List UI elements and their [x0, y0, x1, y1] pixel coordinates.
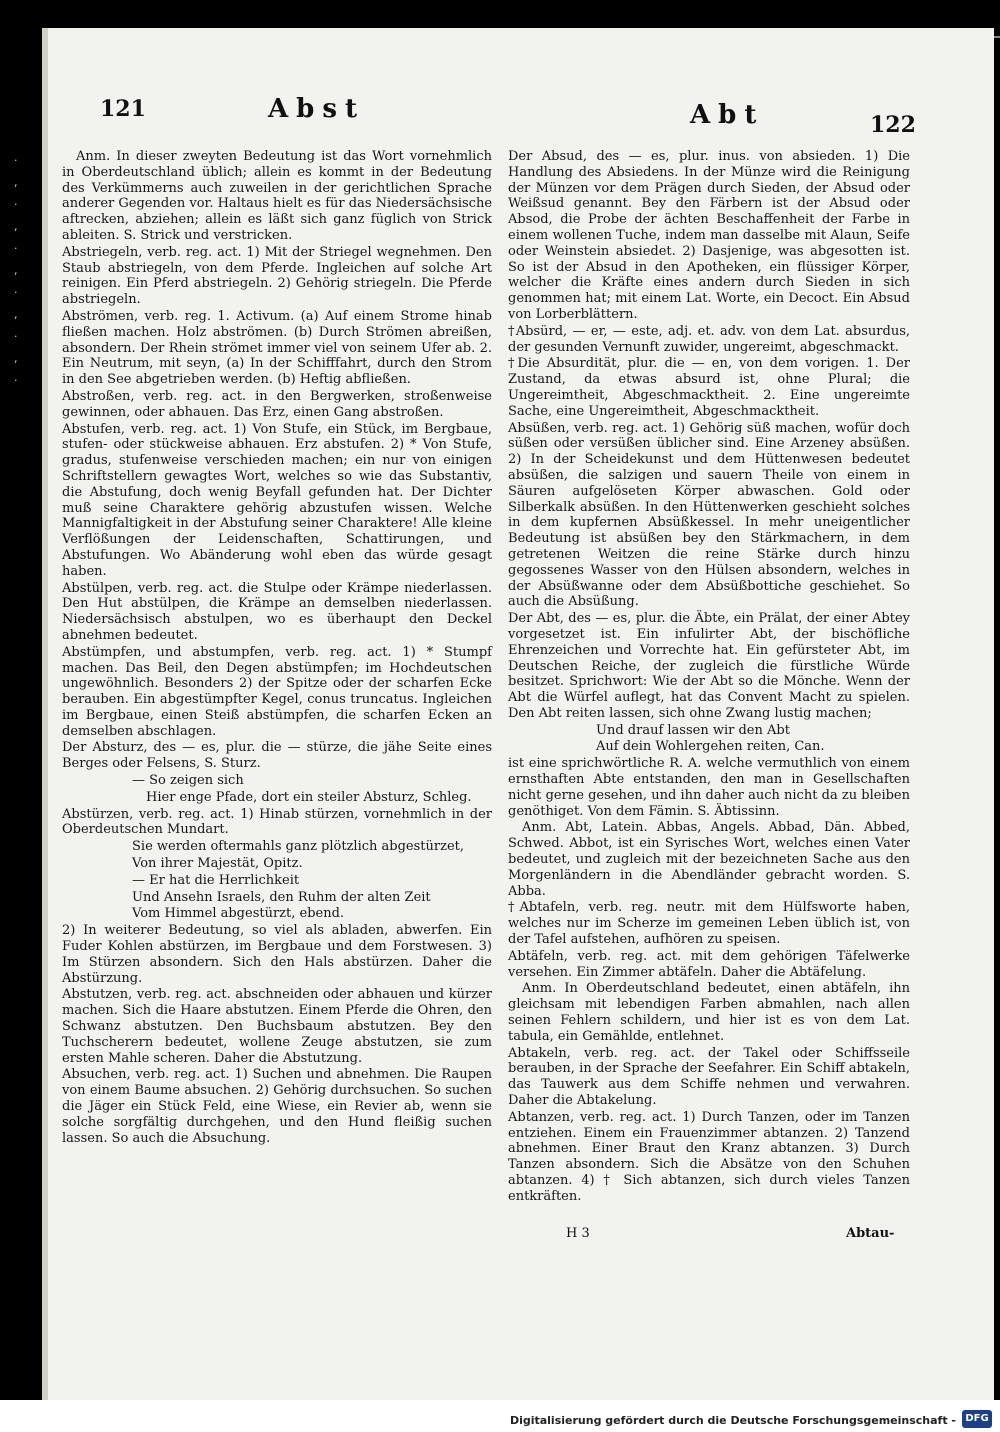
left-column — [62, 149, 492, 1147]
verse-line: Vom Himmel abgestürzt, ebend. — [132, 906, 345, 922]
entry-absturz: Der Absturz, des — es, plur. die — stürze, die jähe Seite eines Berges oder Felsens, S. Sturz. — [62, 740, 492, 772]
entry-abstriegeln: Abstriegeln, verb. reg. act. 1) Mit der Striegel wegnehmen. Den Staub abstriegeln, von dem Pferde. Ingleichen auf solche Art reinigen. Ein Pferd abstriegeln. 2) Gehörig striegeln. Die Pferde abstriegeln. — [62, 244, 492, 308]
entry-absuerd: †Absürd, — er, — este, adj. et. adv. von dem Lat. absurdus, der gesunden Vernunft zuwider, ungereimt, abgeschmackt. — [508, 323, 910, 355]
verse-line: Auf dein Wohlergehen reiten, Can. — [596, 739, 825, 755]
margin-marks: · , · , · , · , · , · — [14, 154, 18, 387]
verse-line: — So zeigen sich — [132, 773, 244, 789]
entry-abstroemen: Abströmen, verb. reg. 1. Activum. (a) Auf einem Strome hinab fließen machen. Holz abströmen. (b) Durch Strömen abreißen, absondern. Der Rhein strömet immer viel von seinem Ufer ab. 2. Ein Neutrum, mit seyn, (a) In der Schifffahrt, durch den Strom in den See abgetrieben werden. (b) Heftig abfließen. — [62, 308, 492, 388]
verse-line: Hier enge Pfade, dort ein steiler Absturz, Schleg. — [146, 789, 472, 805]
entry-note: Anm. In dieser zweyten Bedeutung ist das Wort vornehmlich in Oberdeutschland üblich; allein es kommt in der Bedeutung des Verkümmerns auch zuweilen in der gerichtlichen Sprache anderer Gegenden vor. Haltaus hielt es für das Niedersächsische aftrecken, abziehen; allein es läßt sich ganz füglich von Strick ableiten. S. Strick und verstricken. — [62, 149, 493, 243]
verse-line: Von ihrer Majestät, Opitz. — [132, 856, 303, 872]
entry-abt: Der Abt, des — es, plur. die Äbte, ein Prälat, der einer Abtey vorgesetzet ist. Ein infulirter Abt, der bischöfliche Ehrenzeichen und Vorrechte hat. Ein gefürsteter Abt, im Deutschen Reiche, der zugleich die fürstliche Würde besitzet. Sprichwort: Wie der Abt so die Mönche. Wenn der Abt die Würfel auflegt, hat das Convent Macht zu spielen. Den Abt reiten lassen, sich ohne Zwang lustig machen; — [508, 611, 910, 721]
page-number-left: 121 — [100, 96, 146, 122]
entry-abstuelpen: Abstülpen, verb. reg. act. die Stulpe oder Krämpe niederlassen. Den Hut abstülpen, die Krämpe an demselben niederlassen. Niedersächsisch abstulpen, wo es überhaupt den Deckel abnehmen bedeutet. — [62, 580, 492, 643]
entry-abt-note: Anm. Abt, Latein. Abbas, Angels. Abbad, Dän. Abbed, Schwed. Abbot, ist ein Syrisches Wort, welches einen Vater bedeutet, und zugleich mit der bezeichneten Sache aus den Morgenländern in die Abendländer gebracht worden. S. Abba. — [508, 820, 910, 899]
entry-absurditaet: †Die Absurdität, plur. die — en, von dem vorigen. 1. Der Zustand, da etwas absurd ist, ohne Plural; die Ungereimtheit, Abgeschmacktheit. 2. Eine ungereimte Sache, eine Ungereimtheit, Abgeschmacktheit. — [508, 356, 910, 419]
entry-abstuerzen: Abstürzen, verb. reg. act. 1) Hinab stürzen, vornehmlich in der Oberdeutschen Mundart. — [62, 806, 492, 838]
verse-line: — Er hat die Herrlichkeit — [132, 872, 300, 888]
right-column — [508, 149, 910, 1206]
entry-abstufen: Abstufen, verb. reg. act. 1) Von Stufe, ein Stück, im Bergbaue, stufen- oder stückweise abhauen. Erz abstufen. 2) * Von Stufe, gradus, stufenweise verschieden machen; ein nur von einigen Schriftstellern gewagtes Wort, welches so wie das Substantiv, die Abstufung, doch wenig Beyfall gefunden hat. Der Dichter muß seine Charaktere gehörig abzustufen wissen. Welche Mannigfaltigkeit in der Abstufung seiner Charaktere! Alle kleine Verflößungen der Leidenschaften, Schattirungen, und Abstufungen. Wo Abänderung wohl eben das würde gesagt haben. — [62, 421, 492, 579]
running-head-right: Abt — [690, 100, 765, 130]
signature-mark: H 3 — [566, 1226, 590, 1241]
entry-absud: Der Absud, des — es, plur. inus. von absieden. 1) Die Handlung des Absiedens. In der Münze wird die Reinigung der Münzen vor dem Prägen durch Sieden, der Absud oder Weißsud genannt. Bey den Färbern ist der Absud oder Absod, die Probe der ächten Beschaffenheit der Farbe in einem wollenen Tuche, indem man dasselbe mit Alaun, Seife oder Weinstein absiedet. 2) Dasjenige, was abgesotten ist. So ist der Absud in den Apotheken, ein flüssiger Körper, welcher die Kräfte eines andern durch Sieden in sich genommen hat; mit einem Lat. Worte, ein Decoct. Ein Absud von Lorberblättern. — [508, 149, 910, 322]
page-binding-edge — [42, 28, 48, 1400]
credit-text: Digitalisierung gefördert durch die Deutsche Forschungsgemeinschaft - — [509, 1414, 956, 1427]
dfg-logo: DFG — [962, 1410, 992, 1428]
entry-absuessen: Absüßen, verb. reg. act. 1) Gehörig süß machen, wofür doch süßen oder versüßen üblicher sind. Eine Arzeney absüßen. 2) In der Scheidekunst und dem Hüttenwesen bedeutet absüßen, die salzigen und sauern Theile von einem in Säuren aufgelöseten Körper abwaschen. Gold oder Silberkalk absüßen. In den Hüttenwerken geschieht solches in dem kupfernen Absüßkessel. In mehr uneigentlicher Bedeutung ist absüßen bey den Stärkmachern, in dem getretenen Weitzen die reine Stärke durch hinzu gegossenes Wasser von den Hülsen absondern, welches in der Absüßwanne oder dem Absüßbottiche geschiehet. So auch die Absüßung. — [508, 420, 910, 610]
entry-absuchen: Absuchen, verb. reg. act. 1) Suchen und abnehmen. Die Raupen von einem Baume absuchen. 2) Gehörig durchsuchen. So suchen die Jäger ein Stück Feld, eine Wiese, ein Revier ab, wenn sie solche sorgfältig durchgehen, und den Hund fleißig suchen lassen. So auch die Absuchung. — [62, 1067, 492, 1146]
entry-abstutzen: Abstutzen, verb. reg. act. abschneiden oder abhauen und kürzer machen. Sich die Haare abstutzen. Einem Pferde die Ohren, den Schwanz abstutzen. Den Buchsbaum abstutzen. Bey den Tuchscherern bedeutet, wollene Zeuge abstutzen, sie zum ersten Mahle scheren. Daher die Abstutzung. — [62, 987, 492, 1066]
entry-abtakeln: Abtakeln, verb. reg. act. der Takel oder Schiffsseile berauben, in der Sprache der Seefahrer. Ein Schiff abtakeln, das Tauwerk aus dem Schiffe nehmen und verwahren. Daher die Abtakelung. — [508, 1045, 910, 1109]
entry-abstuempfen: Abstümpfen, und abstumpfen, verb. reg. act. 1) * Stumpf machen. Das Beil, den Degen abstümpfen; im Hochdeutschen ungewöhnlich. Besonders 2) der Spitze oder der scharfen Ecke berauben. Ein abgestümpfter Kegel, conus truncatus. Ingleichen im Bergbaue, einen Steiß abstümpfen, die scharfen Ecken an demselben abschlagen. — [62, 644, 492, 739]
entry-abtaefeln: Abtäfeln, verb. reg. act. mit dem gehörigen Täfelwerke versehen. Ein Zimmer abtäfeln. Daher die Abtäfelung. — [508, 948, 910, 980]
entry-abtafeln: †Abtafeln, verb. reg. neutr. mit dem Hülfsworte haben, welches nur im Scherze im gemeinen Leben üblich ist, von der Tafel aufstehen, aufhören zu speisen. — [508, 900, 910, 948]
verse-line: Und drauf lassen wir den Abt — [596, 722, 790, 738]
entry-abstrossen: Abstroßen, verb. reg. act. in den Bergwerken, stroßenweise gewinnen, oder abhauen. Das Erz, einen Gang abstroßen. — [62, 388, 492, 420]
running-head-left: Abst — [268, 94, 365, 124]
entry-abt-cont: ist eine sprichwörtliche R. A. welche vermuthlich von einem ernsthaften Abte entstanden, den man in Gesellschaften nicht gerne gesehen, und ihn daher auch nicht da zu bleiben genöthiget. Von dem Fämin. S. Äbtissinn. — [508, 756, 910, 819]
verse-line: Sie werden oftermahls ganz plötzlich abgestürzet, — [132, 839, 465, 855]
verse-line: Und Ansehn Israels, den Ruhm der alten Zeit — [132, 889, 431, 905]
catchword: Abtau- — [846, 1226, 895, 1241]
entry-abtanzen: Abtanzen, verb. reg. act. 1) Durch Tanzen, oder im Tanzen entziehen. Einem ein Frauenzimmer abtanzen. 2) Tanzend abnehmen. Einer Braut den Kranz abtanzen. 3) Durch Tanzen absondern. Sich die Absätze von den Schuhen abtanzen. 4) † Sich abtanzen, sich durch vieles Tanzen entkräften. — [508, 1109, 910, 1204]
page-number-right: 122 — [870, 112, 916, 138]
entry-abtaefeln-note: Anm. In Oberdeutschland bedeutet, einen abtäfeln, ihn gleichsam mit lebendigen Farben abmahlen, nach allen seinen Fehlern schildern, und hier ist es von dem Lat. tabula, ein Gemählde, entlehnet. — [508, 981, 910, 1044]
entry-abstuerzen-cont: 2) In weiterer Bedeutung, so viel als abladen, abwerfen. Ein Fuder Kohlen abstürzen, im Bergbaue und dem Forstwesen. 3) Im Stürzen absondern. Sich den Hals abstürzen. Daher die Abstürzung. — [62, 923, 492, 986]
